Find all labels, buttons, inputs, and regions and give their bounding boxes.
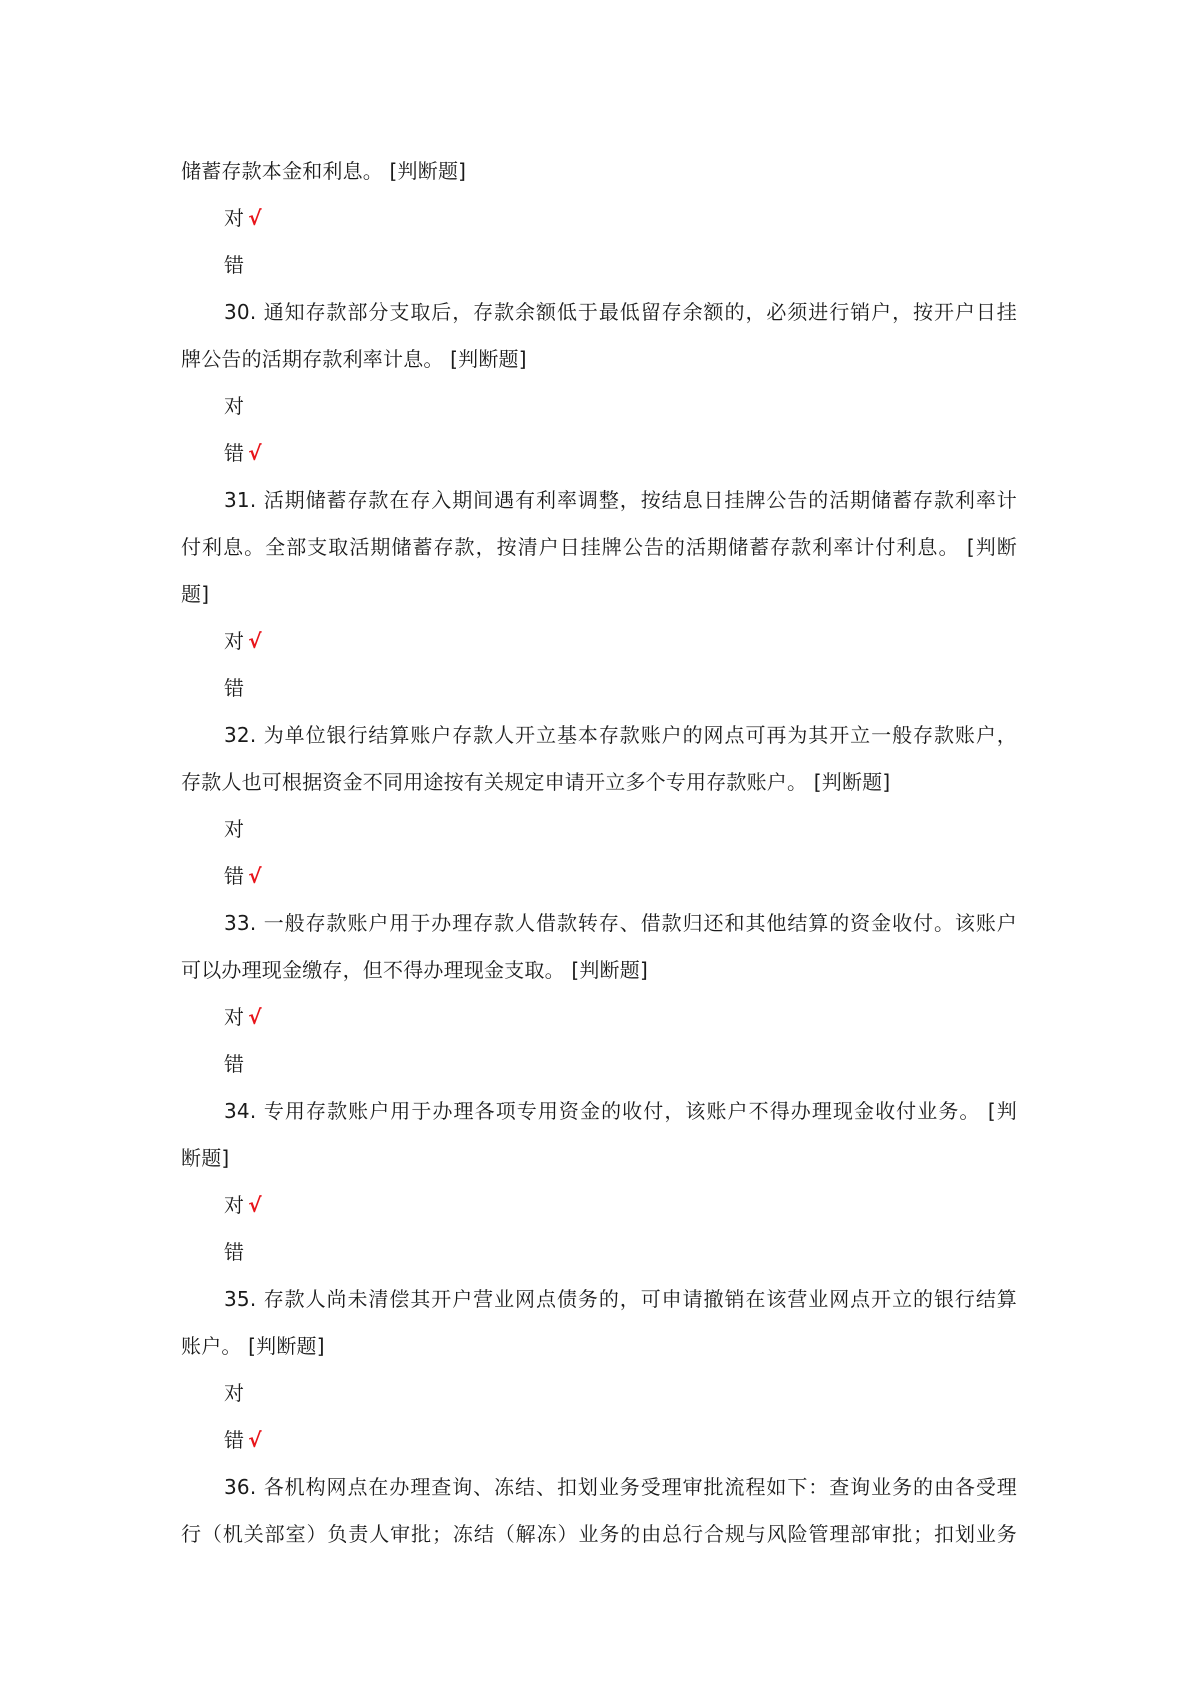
checkmark-icon: √ [248,206,262,230]
option-label: 对 [224,1005,245,1029]
option-true[interactable] [181,806,1017,853]
checkmark-icon: √ [248,864,262,888]
question-stem-line: 36. 各机构网点在办理查询、冻结、扣划业务受理审批流程如下：查询业务的由各受理 [224,1475,1017,1499]
question-stem-line: 31. 活期储蓄存款在存入期间遇有利率调整，按结息日挂牌公告的活期储蓄存款利率计 [224,488,1017,512]
question-stem-line: 35. 存款人尚未清偿其开户营业网点债务的，可申请撤销在该营业网点开立的银行结算 [224,1287,1017,1311]
option-false[interactable] [181,242,1017,289]
option-label: 错 [224,1052,245,1076]
option-false[interactable] [181,1041,1017,1088]
option-label: 错 [224,253,245,277]
question-stem-line: 账户。 [判断题] [181,1334,325,1358]
checkmark-icon: √ [248,629,262,653]
option-false[interactable] [181,853,1017,900]
option-label: 对 [224,394,245,418]
option-true[interactable] [181,618,1017,665]
option-label: 错 [224,864,245,888]
checkmark-icon: √ [248,1005,262,1029]
option-label: 错 [224,441,245,465]
question-stem-line: 33. 一般存款账户用于办理存款人借款转存、借款归还和其他结算的资金收付。该账户 [224,911,1017,935]
question-stem-line: 32. 为单位银行结算账户存款人开立基本存款账户的网点可再为其开立一般存款账户， [224,723,1017,747]
question-list [181,148,1017,1558]
option-true[interactable] [181,994,1017,1041]
option-false[interactable] [181,1417,1017,1464]
option-true[interactable] [181,383,1017,430]
question-stem-line: 牌公告的活期存款利率计息。 [判断题] [181,347,527,371]
option-true[interactable] [181,1182,1017,1229]
option-label: 错 [224,676,245,700]
checkmark-icon: √ [248,1193,262,1217]
question-stem-line: 30. 通知存款部分支取后，存款余额低于最低留存余额的，必须进行销户，按开户日挂 [224,300,1017,324]
question-stem-line: 可以办理现金缴存，但不得办理现金支取。 [判断题] [181,958,648,982]
question-stem-line: 付利息。全部支取活期储蓄存款，按清户日挂牌公告的活期储蓄存款利率计付利息。 [判断 [181,535,1017,559]
question-stem-line: 行（机关部室）负责人审批；冻结（解冻）业务的由总行合规与风险管理部审批；扣划业务 [181,1522,1017,1546]
option-false[interactable] [181,665,1017,712]
option-label: 对 [224,817,245,841]
option-true[interactable] [181,195,1017,242]
checkmark-icon: √ [248,1428,262,1452]
option-false[interactable] [181,430,1017,477]
question-stem-line: 储蓄存款本金和利息。 [判断题] [181,159,467,183]
question-stem-line: 34. 专用存款账户用于办理各项专用资金的收付，该账户不得办理现金收付业务。 [判 [224,1099,1017,1123]
option-label: 对 [224,629,245,653]
option-label: 对 [224,1193,245,1217]
option-label: 对 [224,1381,245,1405]
option-label: 对 [224,206,245,230]
question-stem-line: 存款人也可根据资金不同用途按有关规定申请开立多个专用存款账户。 [判断题] [181,770,891,794]
question-stem-line: 题] [181,582,210,606]
option-label: 错 [224,1428,245,1452]
option-false[interactable] [181,1229,1017,1276]
checkmark-icon: √ [248,441,262,465]
option-label: 错 [224,1240,245,1264]
option-true[interactable] [181,1370,1017,1417]
question-stem-line: 断题] [181,1146,230,1170]
